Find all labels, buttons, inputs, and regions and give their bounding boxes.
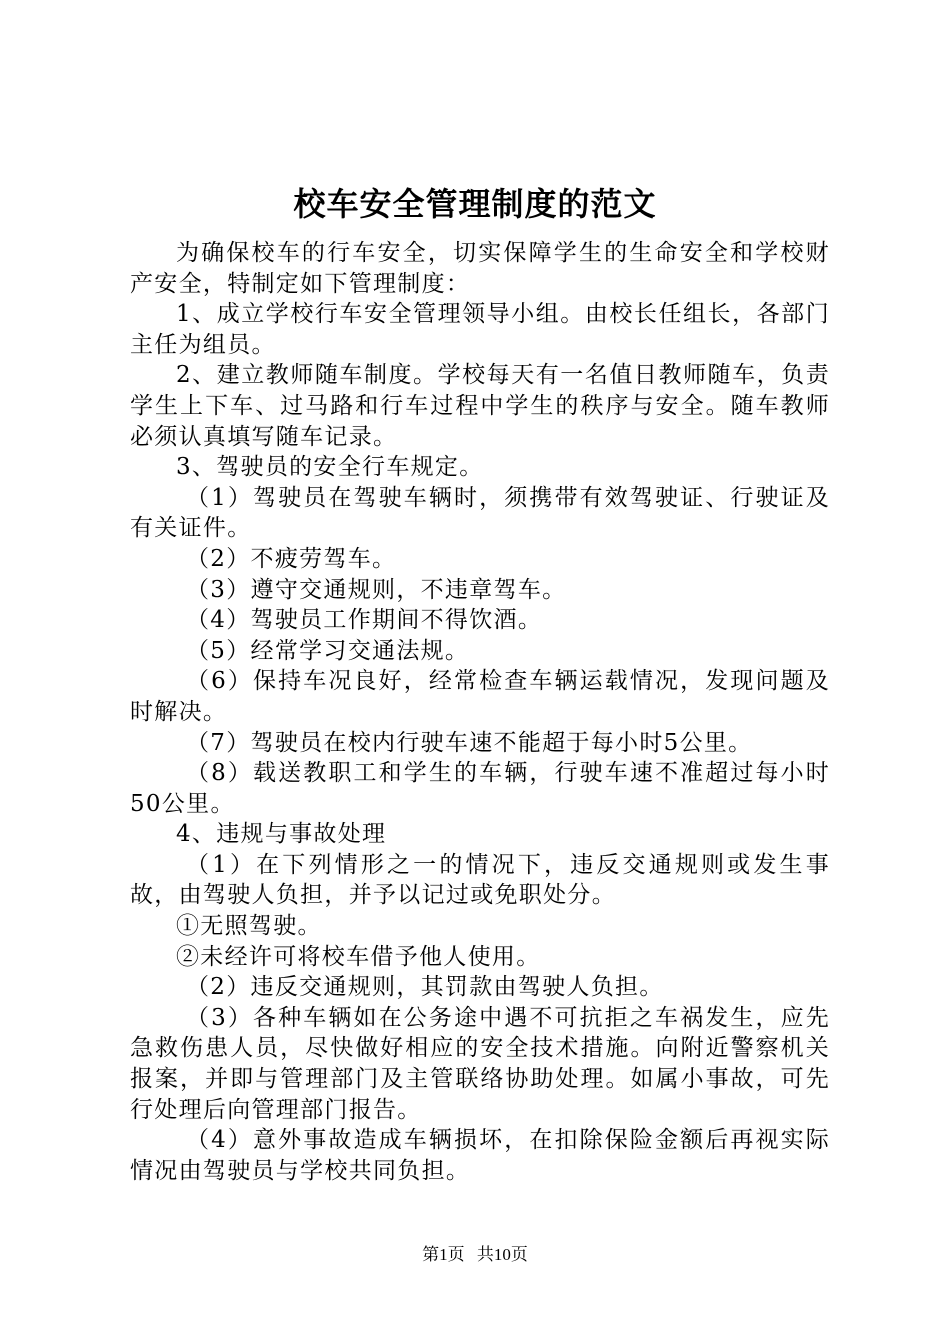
document-body [130, 238, 830, 1186]
paragraph: （2）不疲劳驾车。 [186, 545, 397, 572]
paragraph: 1、成立学校行车安全管理领导小组。由校长任组长，各部门主任为组员。 [130, 301, 830, 358]
paragraph: （1）在下列情形之一的情况下，违反交通规则或发生事故，由驾驶人负担，并予以记过或免职处分。 [130, 851, 830, 909]
paragraph: （2）违反交通规则，其罚款由驾驶人负担。 [186, 974, 664, 1001]
paragraph: （1）驾驶员在驾驶车辆时，须携带有效驾驶证、行驶证及有关证件。 [130, 484, 830, 542]
paragraph: （4）驾驶员工作期间不得饮酒。 [186, 607, 543, 634]
page-footer [0, 1243, 950, 1267]
paragraph: （3）遵守交通规则，不违章驾车。 [186, 576, 567, 603]
paragraph: （4）意外事故造成车辆损坏，在扣除保险金额后再视实际情况由驾驶员与学校共同负担。 [130, 1127, 830, 1184]
page-total: 共10页 [476, 1245, 528, 1264]
paragraph: （8）载送教职工和学生的车辆，行驶车速不准超过每小时50公里。 [130, 760, 830, 817]
paragraph: 2、建立教师随车制度。学校每天有一名值日教师随车，负责学生上下车、过马路和行车过程中学生的秩序与安全。随车教师必须认真填写随车记录。 [130, 362, 830, 450]
paragraph: （7）驾驶员在校内行驶车速不能超于每小时5公里。 [186, 729, 753, 756]
paragraph: （5）经常学习交通法规。 [186, 637, 470, 664]
page-number: 第1页 [422, 1245, 465, 1264]
paragraph: 为确保校车的行车安全，切实保障学生的生命安全和学校财产安全，特制定如下管理制度： [130, 240, 830, 297]
paragraph: 4、违规与事故处理 [176, 821, 387, 848]
paragraph: ②未经许可将校车借予他人使用。 [176, 943, 541, 970]
paragraph: 3、驾驶员的安全行车规定。 [176, 454, 484, 481]
paragraph: ①无照驾驶。 [176, 913, 322, 940]
paragraph: （3）各种车辆如在公务途中遇不可抗拒之车祸发生，应先急救伤患人员，尽快做好相应的安全技术措施。向附近警察机关报案，并即与管理部门及主管联络协助处理。如属小事故，可先行处理后向管理部门报告。 [130, 1004, 830, 1123]
paragraph: （6）保持车况良好，经常检查车辆运载情况，发现问题及时解决。 [130, 668, 830, 725]
document-title: 校车安全管理制度的范文 [293, 185, 657, 223]
